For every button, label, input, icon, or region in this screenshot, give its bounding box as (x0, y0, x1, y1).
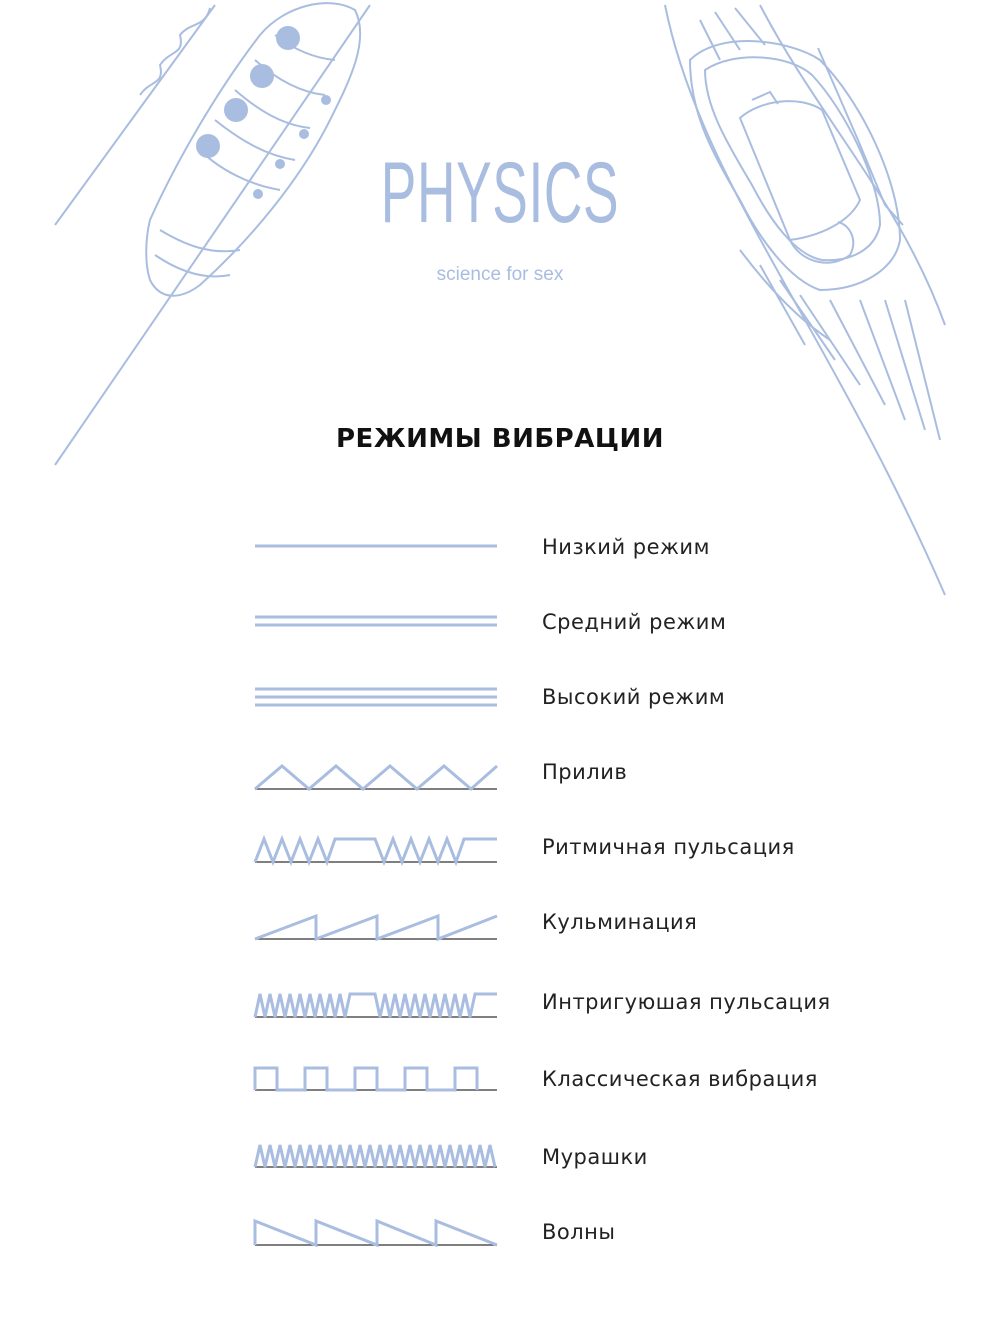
brand-tagline: science for sex (436, 264, 564, 285)
mode-row-intriguing-pulse (0, 980, 1000, 1028)
mode-row-medium (0, 600, 1000, 648)
triangle-wave-icon (250, 750, 502, 798)
mode-row-goosebumps (0, 1135, 1000, 1183)
ramp-wave-icon (250, 900, 502, 948)
mode-label: Интригуюшая пульсация (542, 990, 831, 1014)
mode-row-high (0, 675, 1000, 723)
page-title: РЕЖИМЫ ВИБРАЦИИ (336, 424, 664, 454)
falling-ramp-wave-icon (250, 1210, 502, 1258)
single-line-icon (250, 525, 502, 573)
double-line-icon (250, 600, 502, 648)
mode-label: Мурашки (542, 1145, 648, 1169)
mode-label: Низкий режим (542, 535, 710, 559)
mode-label: Классическая вибрация (542, 1067, 818, 1091)
rhythmic-pulse-icon (250, 825, 502, 873)
mode-label: Прилив (542, 760, 628, 784)
mode-label: Ритмичная пульсация (542, 835, 795, 859)
mode-row-surge (0, 750, 1000, 798)
intriguing-pulse-icon (250, 980, 502, 1028)
mode-label: Волны (542, 1220, 616, 1244)
mode-row-waves (0, 1210, 1000, 1258)
mode-label: Средний режим (542, 610, 727, 634)
dense-zigzag-icon (250, 1135, 502, 1183)
mode-row-climax (0, 900, 1000, 948)
mode-row-rhythmic-pulse (0, 825, 1000, 873)
square-wave-icon (250, 1057, 502, 1105)
mode-label: Высокий режим (542, 685, 726, 709)
mode-row-low (0, 525, 1000, 573)
brand-logo: PHYSICS (380, 145, 620, 241)
triple-line-icon (250, 675, 502, 723)
mode-row-classic-vibration (0, 1057, 1000, 1105)
mode-label: Кульминация (542, 910, 698, 934)
